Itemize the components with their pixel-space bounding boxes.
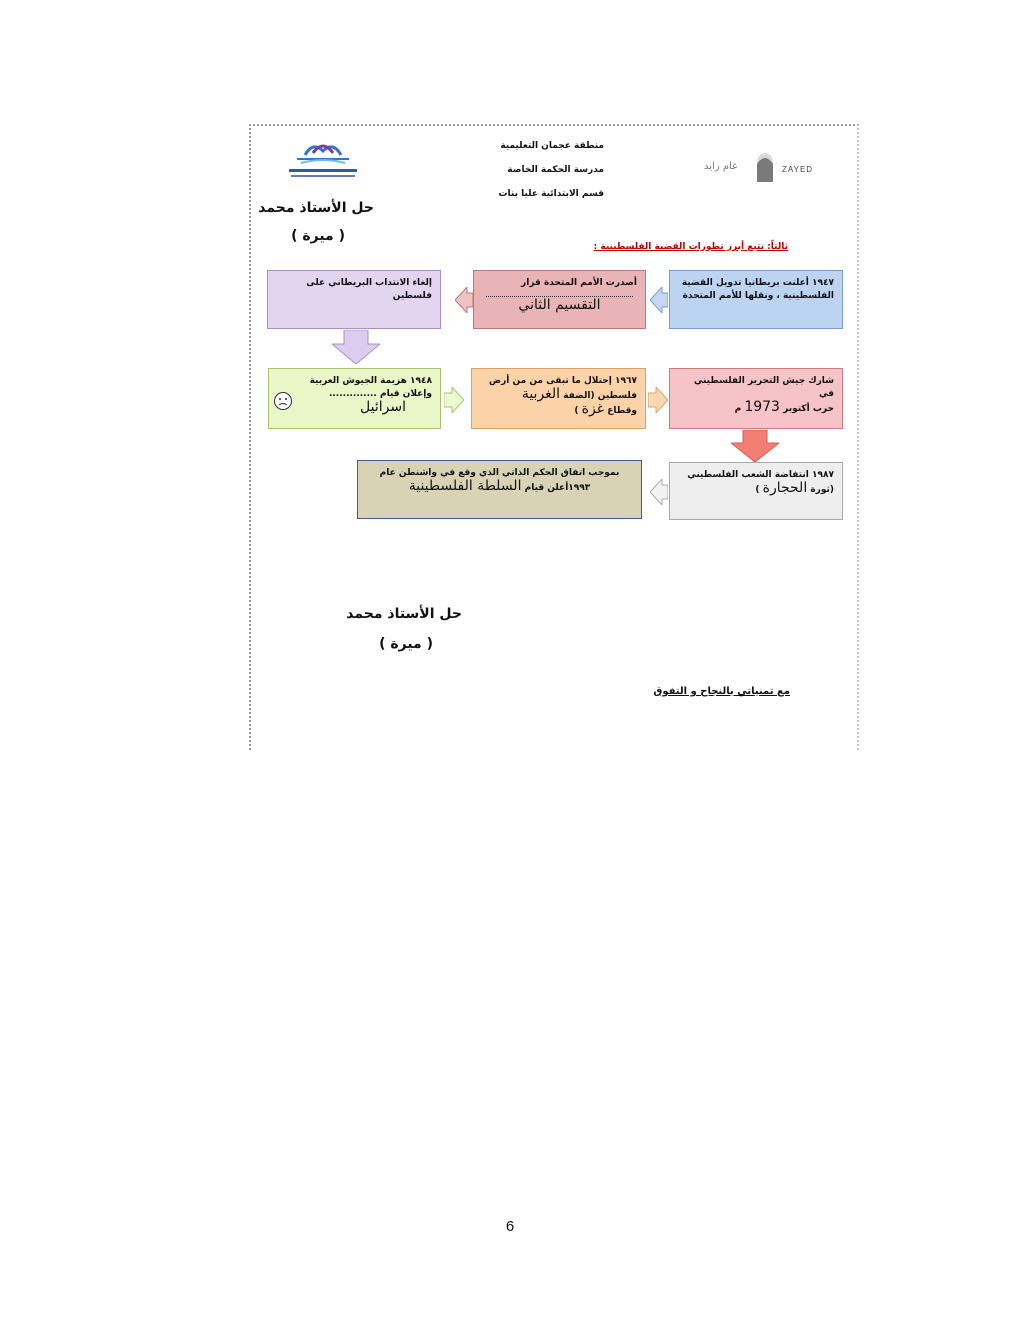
closing-message: مع تمنياتي بالنجاح و التفوق (653, 686, 790, 697)
sad-face-icon (273, 391, 293, 411)
event-1987-box (669, 462, 843, 520)
event-1987-text-2: (ثورة (810, 485, 834, 495)
mandate-end-text: إلغاء الانتداب البريطاني على فلسطين (306, 278, 432, 301)
school-logo (283, 137, 363, 181)
event-1967-text-3: وقطاع (607, 406, 637, 416)
answer-blank-line (486, 290, 633, 297)
arrow-left-2 (455, 287, 473, 313)
event-1948-box: ١٩٤٨ هزيمة الجيوش العربية وإعلان قيام .............. اسرائيل (268, 368, 441, 429)
region-name: منطقة عجمان التعليمية (500, 141, 604, 151)
event-1967-text-2: فلسطين (الضفة (563, 391, 637, 401)
page-number: 6 (505, 1218, 515, 1235)
un-partition-box (473, 270, 646, 329)
student-name-bottom: ( ميرة ) (379, 636, 433, 652)
event-1947-box (669, 270, 843, 329)
event-1967-box (471, 368, 646, 429)
arrow-right-2 (648, 387, 668, 413)
event-1973-text: شارك جيش التحرير الفلسطيني في (693, 376, 834, 399)
event-1987-close: ) (755, 485, 760, 495)
school-name: مدرسة الحكمة الخاصة (507, 165, 604, 175)
event-1967-close: ) (574, 406, 579, 416)
event-1993-text-2: ١٩٩٣أعلن قيام (524, 483, 591, 493)
arrow-left-3 (650, 479, 668, 505)
arrow-left-1 (650, 287, 668, 313)
event-1948-text-2: وإعلان قيام (379, 389, 432, 399)
section-title: ثالثاً: تتبع أبرز تطورات القضية الفلسطينية : (593, 242, 788, 252)
student-name-top: ( ميرة ) (291, 228, 345, 244)
event-1973-text-2: حرب أكتوبر (783, 404, 834, 414)
event-1967-text: ١٩٦٧ إحتلال ما تبقى من من أرض (489, 376, 637, 386)
zayed-logo: عام زايد ZAYED (702, 152, 820, 182)
un-partition-text: أصدرت الأمم المتحدة قرار (521, 278, 637, 288)
arrow-right-1 (444, 387, 464, 413)
event-1967-answer-2: غزة (581, 401, 605, 417)
event-1973-answer: 1973 (744, 399, 780, 415)
arrow-down-1 (332, 330, 380, 364)
solver-name-top: حل الأستاذ محمد (258, 200, 374, 216)
zayed-portrait-icon (754, 152, 776, 182)
event-1948-answer: اسرائيل (360, 399, 406, 415)
event-1993-answer: السلطة الفلسطينية (408, 478, 522, 494)
event-1973-box (669, 368, 843, 429)
department-name: قسم الابتدائية عليا بنات (498, 189, 604, 199)
event-1993-text: بموجب اتفاق الحكم الذاتي الذي وقع في واشنطن عام (379, 468, 620, 478)
event-1947-text: ١٩٤٧ أعلنت بريطانيا تدويل القضية الفلسطينية ، ونقلها للأمم المتحدة (681, 278, 834, 301)
arrow-down-2 (731, 430, 779, 462)
event-1973-suffix: م (734, 404, 742, 414)
un-partition-answer: التقسيم الثاني (518, 297, 601, 313)
event-1967-answer-1: الغربية (521, 386, 561, 402)
event-1993-box (357, 460, 642, 519)
event-1987-text: ١٩٨٧ انتفاضة الشعب الفلسطيني (687, 470, 834, 480)
event-1948-text: ١٩٤٨ هزيمة الجيوش العربية (309, 376, 432, 386)
event-1987-answer: الحجارة (762, 480, 808, 496)
solver-name-bottom: حل الأستاذ محمد (346, 606, 462, 622)
mandate-end-box (267, 270, 441, 329)
